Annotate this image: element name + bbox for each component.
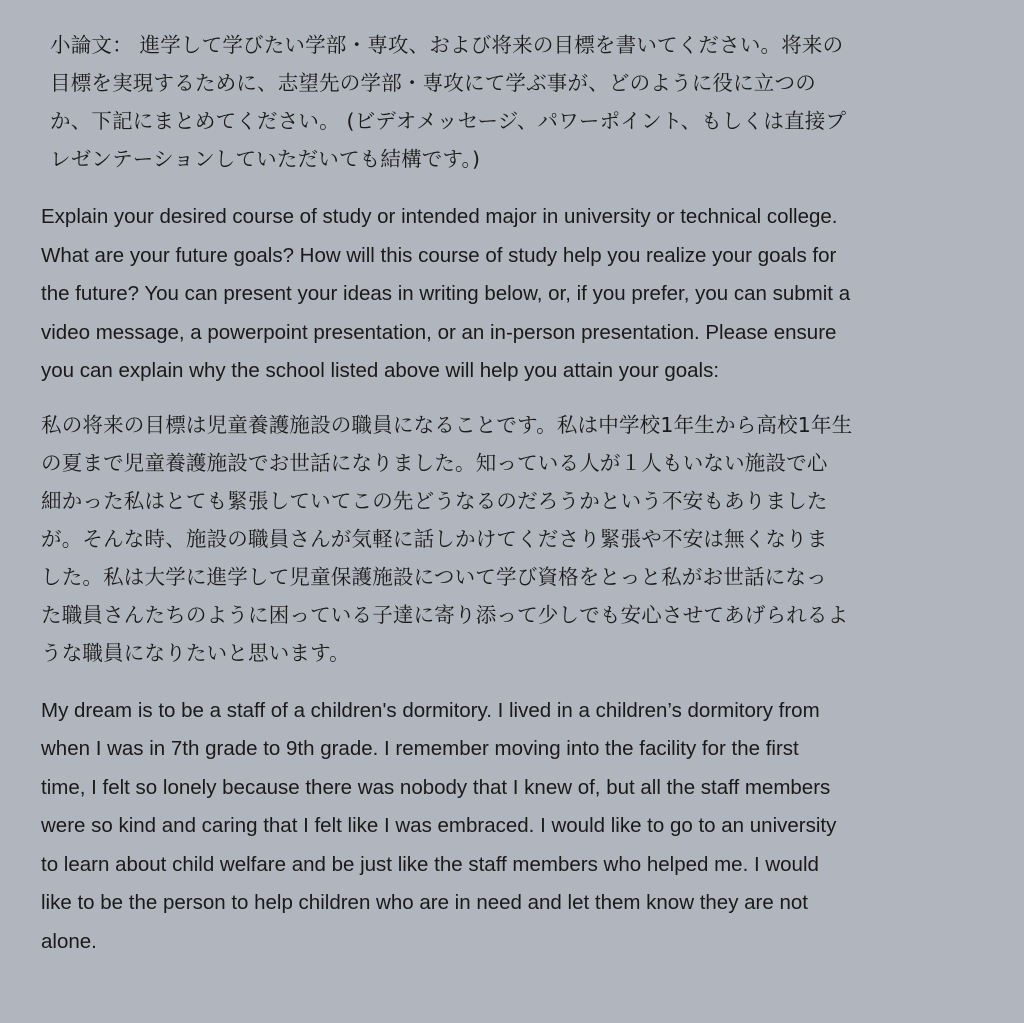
essay-prompt-english: Explain your desired course of study or intended major in university or technical college. What are your future goals? How will this course of study help you realize your goals for the future? You can present your ideas in writing below, or, if you prefer, you can submit a video message, a powerpoint presentation, or an in-person presentation. Please ensure you can explain why the school listed above will help you attain your goals: <box>41 205 851 382</box>
essay-answer-japanese: 私の将来の目標は児童養護施設の職員になることです。私は中学校1年生から高校1年生 の夏まで児童養護施設でお世話になりました。知っている人が１人もいない施設で心 細かった私はとても緊張していてこの先どうなるのだろうかという不安もありました が。そんな時、施設の職員さんが気軽に話しかけてくださり緊張や不安は無くなりま した。私は大学に進学して児童保護施設について学び資格をとっと私がお世話になっ た職員さんたちのように困っている子達に寄り添って少しでも安心させてあげられるよ うな職員になりたいと思います。 <box>41 412 853 665</box>
essay-answer-english: My dream is to be a staff of a children's dormitory. I lived in a children’s dormitory from when I was in 7th grade to 9th grade. I remember moving into the facility for the first time, I felt so lonely because there was nobody that I knew of, but all the staff members were so kind and caring that I felt like I was embraced. I would like to go to an university to learn about child welfare and be just like the staff members who helped me. I would like to be the person to help children who are in need and let them know they are not alone. <box>41 698 837 953</box>
essay-prompt-japanese: 小論文： 進学して学びたい学部・専攻、および将来の目標を書いてください。将来の 目標を実現するために、志望先の学部・専攻にて学ぶ事が、どのように役に立つの か、下記にまとめてください。 (ビデオメッセージ、パワーポイント、もしくは直接プ レゼンテーションしていただいても結構です。) <box>50 33 847 171</box>
